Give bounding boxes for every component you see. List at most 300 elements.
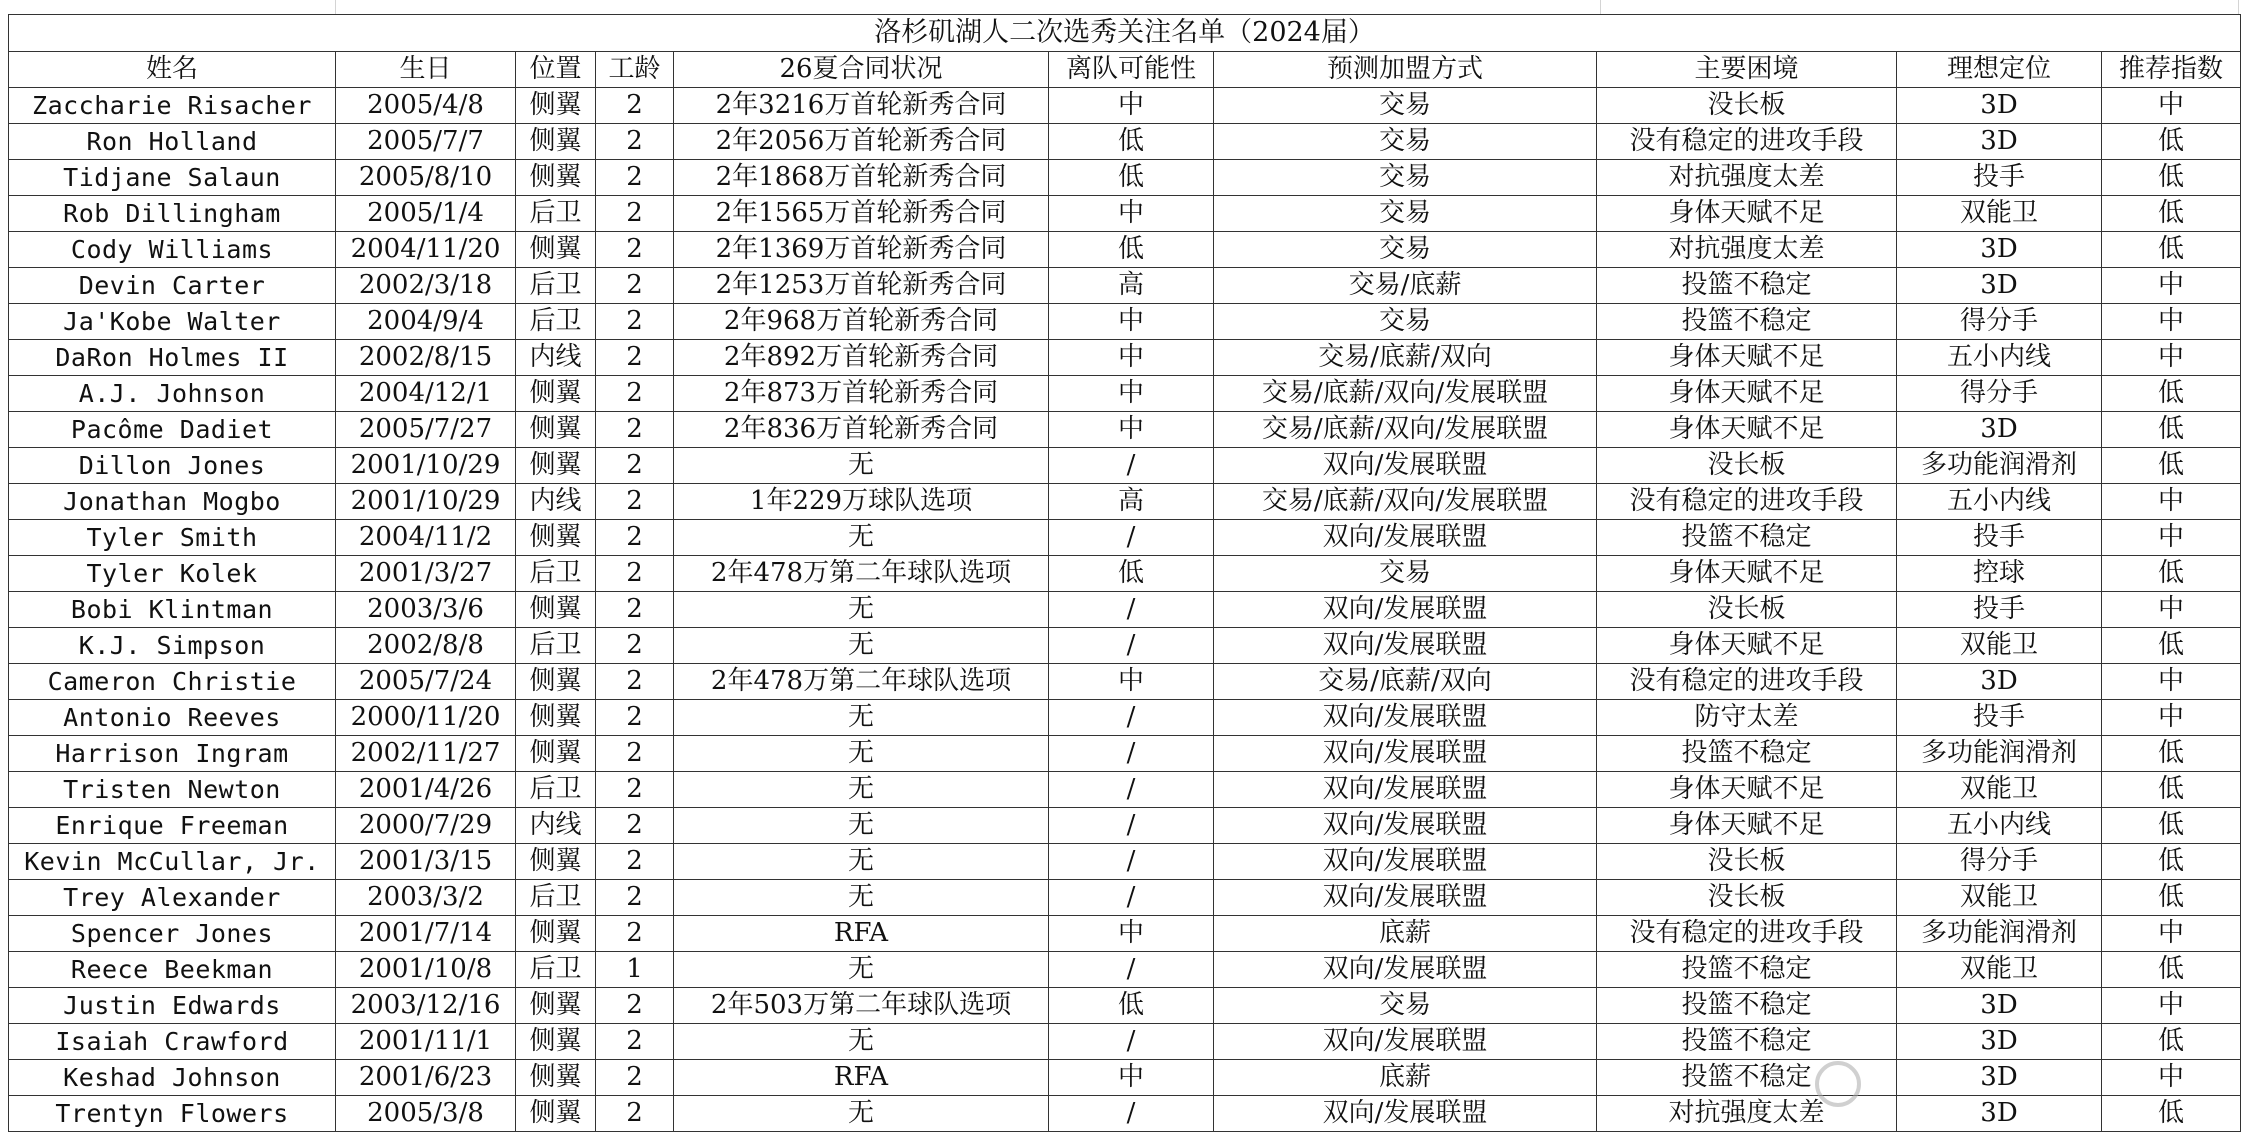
cell-contract-2026[interactable]: 2年3216万首轮新秀合同: [674, 88, 1049, 124]
cell-name[interactable]: DaRon Holmes II: [9, 340, 336, 376]
cell-recommend-index[interactable]: 低: [2102, 448, 2241, 484]
cell-main-issue[interactable]: 身体天赋不足: [1597, 628, 1897, 664]
cell-ideal-role[interactable]: 3D: [1897, 1060, 2102, 1096]
cell-name[interactable]: Dillon Jones: [9, 448, 336, 484]
cell-contract-2026[interactable]: 无: [674, 700, 1049, 736]
cell-join-method[interactable]: 双向/发展联盟: [1214, 952, 1597, 988]
cell-service-years[interactable]: 2: [596, 592, 674, 628]
cell-position[interactable]: 侧翼: [516, 1060, 596, 1096]
cell-ideal-role[interactable]: 双能卫: [1897, 196, 2102, 232]
cell-service-years[interactable]: 2: [596, 232, 674, 268]
cell-main-issue[interactable]: 没长板: [1597, 88, 1897, 124]
column-header-service-years[interactable]: 工龄: [596, 52, 674, 88]
cell-service-years[interactable]: 2: [596, 556, 674, 592]
cell-ideal-role[interactable]: 得分手: [1897, 376, 2102, 412]
cell-recommend-index[interactable]: 低: [2102, 952, 2241, 988]
cell-contract-2026[interactable]: 无: [674, 736, 1049, 772]
cell-join-method[interactable]: 交易: [1214, 124, 1597, 160]
cell-name[interactable]: Tyler Kolek: [9, 556, 336, 592]
cell-ideal-role[interactable]: 3D: [1897, 88, 2102, 124]
cell-ideal-role[interactable]: 3D: [1897, 1024, 2102, 1060]
cell-leave-likelihood[interactable]: 中: [1049, 412, 1214, 448]
cell-position[interactable]: 侧翼: [516, 700, 596, 736]
cell-recommend-index[interactable]: 中: [2102, 340, 2241, 376]
cell-service-years[interactable]: 2: [596, 160, 674, 196]
cell-contract-2026[interactable]: 无: [674, 520, 1049, 556]
cell-birthday[interactable]: 2002/11/27: [336, 736, 516, 772]
cell-leave-likelihood[interactable]: 中: [1049, 664, 1214, 700]
cell-birthday[interactable]: 2001/11/1: [336, 1024, 516, 1060]
cell-service-years[interactable]: 2: [596, 880, 674, 916]
cell-birthday[interactable]: 2004/12/1: [336, 376, 516, 412]
cell-name[interactable]: Tristen Newton: [9, 772, 336, 808]
cell-name[interactable]: Cody Williams: [9, 232, 336, 268]
cell-position[interactable]: 侧翼: [516, 160, 596, 196]
cell-position[interactable]: 后卫: [516, 268, 596, 304]
cell-recommend-index[interactable]: 中: [2102, 664, 2241, 700]
cell-service-years[interactable]: 2: [596, 736, 674, 772]
cell-position[interactable]: 侧翼: [516, 520, 596, 556]
cell-birthday[interactable]: 2001/4/26: [336, 772, 516, 808]
cell-recommend-index[interactable]: 低: [2102, 736, 2241, 772]
cell-birthday[interactable]: 2001/10/29: [336, 484, 516, 520]
column-header-contract-2026[interactable]: 26夏合同状况: [674, 52, 1049, 88]
cell-position[interactable]: 侧翼: [516, 88, 596, 124]
cell-contract-2026[interactable]: 无: [674, 1096, 1049, 1132]
cell-main-issue[interactable]: 身体天赋不足: [1597, 772, 1897, 808]
cell-recommend-index[interactable]: 低: [2102, 196, 2241, 232]
cell-name[interactable]: Tidjane Salaun: [9, 160, 336, 196]
cell-main-issue[interactable]: 没长板: [1597, 880, 1897, 916]
cell-main-issue[interactable]: 没有稳定的进攻手段: [1597, 664, 1897, 700]
cell-name[interactable]: Tyler Smith: [9, 520, 336, 556]
cell-ideal-role[interactable]: 多功能润滑剂: [1897, 736, 2102, 772]
cell-birthday[interactable]: 2001/10/29: [336, 448, 516, 484]
cell-ideal-role[interactable]: 投手: [1897, 592, 2102, 628]
cell-position[interactable]: 后卫: [516, 196, 596, 232]
cell-contract-2026[interactable]: 无: [674, 592, 1049, 628]
cell-join-method[interactable]: 双向/发展联盟: [1214, 736, 1597, 772]
cell-birthday[interactable]: 2005/1/4: [336, 196, 516, 232]
cell-main-issue[interactable]: 投篮不稳定: [1597, 736, 1897, 772]
column-header-birthday[interactable]: 生日: [336, 52, 516, 88]
cell-main-issue[interactable]: 防守太差: [1597, 700, 1897, 736]
cell-name[interactable]: Jonathan Mogbo: [9, 484, 336, 520]
cell-leave-likelihood[interactable]: 低: [1049, 988, 1214, 1024]
cell-contract-2026[interactable]: 无: [674, 628, 1049, 664]
cell-service-years[interactable]: 2: [596, 628, 674, 664]
cell-contract-2026[interactable]: 2年968万首轮新秀合同: [674, 304, 1049, 340]
cell-join-method[interactable]: 双向/发展联盟: [1214, 772, 1597, 808]
cell-position[interactable]: 后卫: [516, 772, 596, 808]
cell-name[interactable]: Devin Carter: [9, 268, 336, 304]
cell-contract-2026[interactable]: 1年229万球队选项: [674, 484, 1049, 520]
cell-ideal-role[interactable]: 双能卫: [1897, 880, 2102, 916]
cell-leave-likelihood[interactable]: /: [1049, 1024, 1214, 1060]
cell-ideal-role[interactable]: 3D: [1897, 664, 2102, 700]
cell-name[interactable]: Harrison Ingram: [9, 736, 336, 772]
cell-main-issue[interactable]: 没有稳定的进攻手段: [1597, 124, 1897, 160]
cell-service-years[interactable]: 2: [596, 988, 674, 1024]
cell-service-years[interactable]: 2: [596, 304, 674, 340]
cell-name[interactable]: Trentyn Flowers: [9, 1096, 336, 1132]
cell-join-method[interactable]: 交易/底薪/双向/发展联盟: [1214, 376, 1597, 412]
cell-main-issue[interactable]: 对抗强度太差: [1597, 1096, 1897, 1132]
cell-leave-likelihood[interactable]: /: [1049, 628, 1214, 664]
cell-leave-likelihood[interactable]: /: [1049, 772, 1214, 808]
column-header-leave-likelihood[interactable]: 离队可能性: [1049, 52, 1214, 88]
cell-birthday[interactable]: 2001/3/15: [336, 844, 516, 880]
cell-contract-2026[interactable]: 2年1565万首轮新秀合同: [674, 196, 1049, 232]
cell-contract-2026[interactable]: 2年478万第二年球队选项: [674, 556, 1049, 592]
cell-recommend-index[interactable]: 低: [2102, 376, 2241, 412]
cell-recommend-index[interactable]: 中: [2102, 304, 2241, 340]
cell-name[interactable]: Ja'Kobe Walter: [9, 304, 336, 340]
cell-join-method[interactable]: 交易: [1214, 196, 1597, 232]
cell-main-issue[interactable]: 对抗强度太差: [1597, 232, 1897, 268]
cell-recommend-index[interactable]: 低: [2102, 880, 2241, 916]
cell-birthday[interactable]: 2005/7/7: [336, 124, 516, 160]
cell-recommend-index[interactable]: 低: [2102, 628, 2241, 664]
cell-service-years[interactable]: 2: [596, 664, 674, 700]
cell-join-method[interactable]: 交易/底薪/双向/发展联盟: [1214, 484, 1597, 520]
cell-leave-likelihood[interactable]: /: [1049, 952, 1214, 988]
cell-leave-likelihood[interactable]: 低: [1049, 556, 1214, 592]
cell-ideal-role[interactable]: 3D: [1897, 124, 2102, 160]
cell-service-years[interactable]: 2: [596, 520, 674, 556]
column-header-join-method[interactable]: 预测加盟方式: [1214, 52, 1597, 88]
cell-main-issue[interactable]: 投篮不稳定: [1597, 304, 1897, 340]
cell-main-issue[interactable]: 没长板: [1597, 844, 1897, 880]
cell-name[interactable]: Ron Holland: [9, 124, 336, 160]
column-header-recommend-index[interactable]: 推荐指数: [2102, 52, 2241, 88]
cell-position[interactable]: 后卫: [516, 952, 596, 988]
cell-main-issue[interactable]: 身体天赋不足: [1597, 340, 1897, 376]
cell-position[interactable]: 内线: [516, 484, 596, 520]
cell-ideal-role[interactable]: 投手: [1897, 520, 2102, 556]
cell-service-years[interactable]: 2: [596, 88, 674, 124]
cell-join-method[interactable]: 交易: [1214, 232, 1597, 268]
cell-main-issue[interactable]: 投篮不稳定: [1597, 268, 1897, 304]
cell-leave-likelihood[interactable]: 低: [1049, 124, 1214, 160]
cell-leave-likelihood[interactable]: 高: [1049, 268, 1214, 304]
cell-join-method[interactable]: 双向/发展联盟: [1214, 592, 1597, 628]
cell-service-years[interactable]: 2: [596, 484, 674, 520]
cell-service-years[interactable]: 2: [596, 340, 674, 376]
cell-name[interactable]: Rob Dillingham: [9, 196, 336, 232]
cell-birthday[interactable]: 2001/3/27: [336, 556, 516, 592]
cell-join-method[interactable]: 双向/发展联盟: [1214, 1096, 1597, 1132]
column-header-main-issue[interactable]: 主要困境: [1597, 52, 1897, 88]
cell-ideal-role[interactable]: 五小内线: [1897, 484, 2102, 520]
cell-position[interactable]: 侧翼: [516, 988, 596, 1024]
cell-name[interactable]: Pacôme Dadiet: [9, 412, 336, 448]
cell-recommend-index[interactable]: 低: [2102, 124, 2241, 160]
cell-service-years[interactable]: 2: [596, 1024, 674, 1060]
cell-contract-2026[interactable]: 无: [674, 808, 1049, 844]
cell-position[interactable]: 侧翼: [516, 448, 596, 484]
cell-main-issue[interactable]: 身体天赋不足: [1597, 196, 1897, 232]
cell-ideal-role[interactable]: 投手: [1897, 700, 2102, 736]
cell-ideal-role[interactable]: 多功能润滑剂: [1897, 916, 2102, 952]
cell-name[interactable]: Spencer Jones: [9, 916, 336, 952]
cell-ideal-role[interactable]: 投手: [1897, 160, 2102, 196]
column-header-position[interactable]: 位置: [516, 52, 596, 88]
cell-recommend-index[interactable]: 中: [2102, 88, 2241, 124]
cell-position[interactable]: 侧翼: [516, 232, 596, 268]
cell-service-years[interactable]: 2: [596, 844, 674, 880]
cell-join-method[interactable]: 交易: [1214, 160, 1597, 196]
cell-main-issue[interactable]: 投篮不稳定: [1597, 520, 1897, 556]
cell-contract-2026[interactable]: 2年1253万首轮新秀合同: [674, 268, 1049, 304]
cell-ideal-role[interactable]: 3D: [1897, 412, 2102, 448]
cell-main-issue[interactable]: 投篮不稳定: [1597, 1060, 1897, 1096]
cell-ideal-role[interactable]: 五小内线: [1897, 340, 2102, 376]
cell-birthday[interactable]: 2001/6/23: [336, 1060, 516, 1096]
cell-service-years[interactable]: 2: [596, 124, 674, 160]
cell-birthday[interactable]: 2003/3/2: [336, 880, 516, 916]
cell-name[interactable]: Keshad Johnson: [9, 1060, 336, 1096]
cell-service-years[interactable]: 2: [596, 268, 674, 304]
cell-leave-likelihood[interactable]: /: [1049, 520, 1214, 556]
cell-ideal-role[interactable]: 双能卫: [1897, 772, 2102, 808]
cell-join-method[interactable]: 双向/发展联盟: [1214, 808, 1597, 844]
cell-service-years[interactable]: 2: [596, 196, 674, 232]
cell-recommend-index[interactable]: 中: [2102, 1060, 2241, 1096]
cell-main-issue[interactable]: 投篮不稳定: [1597, 952, 1897, 988]
cell-recommend-index[interactable]: 中: [2102, 484, 2241, 520]
cell-join-method[interactable]: 双向/发展联盟: [1214, 628, 1597, 664]
cell-service-years[interactable]: 2: [596, 1096, 674, 1132]
cell-contract-2026[interactable]: 无: [674, 844, 1049, 880]
cell-join-method[interactable]: 交易/底薪: [1214, 268, 1597, 304]
cell-birthday[interactable]: 2005/4/8: [336, 88, 516, 124]
cell-birthday[interactable]: 2005/3/8: [336, 1096, 516, 1132]
cell-recommend-index[interactable]: 低: [2102, 160, 2241, 196]
cell-contract-2026[interactable]: RFA: [674, 916, 1049, 952]
cell-recommend-index[interactable]: 低: [2102, 808, 2241, 844]
cell-main-issue[interactable]: 没有稳定的进攻手段: [1597, 916, 1897, 952]
cell-name[interactable]: Antonio Reeves: [9, 700, 336, 736]
cell-recommend-index[interactable]: 低: [2102, 232, 2241, 268]
cell-birthday[interactable]: 2003/3/6: [336, 592, 516, 628]
cell-main-issue[interactable]: 身体天赋不足: [1597, 376, 1897, 412]
cell-name[interactable]: Trey Alexander: [9, 880, 336, 916]
cell-service-years[interactable]: 2: [596, 376, 674, 412]
cell-main-issue[interactable]: 身体天赋不足: [1597, 412, 1897, 448]
cell-recommend-index[interactable]: 低: [2102, 844, 2241, 880]
cell-position[interactable]: 侧翼: [516, 412, 596, 448]
cell-join-method[interactable]: 交易: [1214, 88, 1597, 124]
cell-join-method[interactable]: 底薪: [1214, 1060, 1597, 1096]
cell-contract-2026[interactable]: 2年1369万首轮新秀合同: [674, 232, 1049, 268]
cell-position[interactable]: 内线: [516, 340, 596, 376]
cell-main-issue[interactable]: 投篮不稳定: [1597, 988, 1897, 1024]
cell-name[interactable]: Kevin McCullar, Jr.: [9, 844, 336, 880]
cell-recommend-index[interactable]: 中: [2102, 520, 2241, 556]
cell-name[interactable]: K.J. Simpson: [9, 628, 336, 664]
cell-service-years[interactable]: 2: [596, 1060, 674, 1096]
cell-join-method[interactable]: 双向/发展联盟: [1214, 520, 1597, 556]
cell-birthday[interactable]: 2001/10/8: [336, 952, 516, 988]
cell-birthday[interactable]: 2002/3/18: [336, 268, 516, 304]
cell-position[interactable]: 侧翼: [516, 736, 596, 772]
cell-birthday[interactable]: 2002/8/8: [336, 628, 516, 664]
cell-service-years[interactable]: 2: [596, 700, 674, 736]
cell-join-method[interactable]: 双向/发展联盟: [1214, 1024, 1597, 1060]
cell-recommend-index[interactable]: 低: [2102, 412, 2241, 448]
cell-leave-likelihood[interactable]: /: [1049, 592, 1214, 628]
cell-recommend-index[interactable]: 中: [2102, 988, 2241, 1024]
cell-position[interactable]: 侧翼: [516, 916, 596, 952]
sheet-title[interactable]: 洛杉矶湖人二次选秀关注名单（2024届）: [9, 15, 2241, 52]
cell-leave-likelihood[interactable]: 低: [1049, 160, 1214, 196]
cell-birthday[interactable]: 2000/11/20: [336, 700, 516, 736]
column-header-name[interactable]: 姓名: [9, 52, 336, 88]
cell-leave-likelihood[interactable]: 中: [1049, 1060, 1214, 1096]
cell-birthday[interactable]: 2001/7/14: [336, 916, 516, 952]
cell-join-method[interactable]: 交易: [1214, 556, 1597, 592]
cell-ideal-role[interactable]: 五小内线: [1897, 808, 2102, 844]
cell-join-method[interactable]: 交易: [1214, 988, 1597, 1024]
cell-birthday[interactable]: 2000/7/29: [336, 808, 516, 844]
cell-join-method[interactable]: 双向/发展联盟: [1214, 844, 1597, 880]
cell-position[interactable]: 后卫: [516, 880, 596, 916]
cell-birthday[interactable]: 2005/7/27: [336, 412, 516, 448]
cell-ideal-role[interactable]: 得分手: [1897, 844, 2102, 880]
cell-contract-2026[interactable]: 2年892万首轮新秀合同: [674, 340, 1049, 376]
cell-main-issue[interactable]: 没长板: [1597, 592, 1897, 628]
cell-contract-2026[interactable]: 无: [674, 772, 1049, 808]
cell-leave-likelihood[interactable]: /: [1049, 448, 1214, 484]
cell-birthday[interactable]: 2004/11/2: [336, 520, 516, 556]
cell-join-method[interactable]: 双向/发展联盟: [1214, 880, 1597, 916]
cell-contract-2026[interactable]: 2年1868万首轮新秀合同: [674, 160, 1049, 196]
cell-leave-likelihood[interactable]: 中: [1049, 196, 1214, 232]
cell-join-method[interactable]: 底薪: [1214, 916, 1597, 952]
cell-leave-likelihood[interactable]: /: [1049, 736, 1214, 772]
cell-main-issue[interactable]: 投篮不稳定: [1597, 1024, 1897, 1060]
cell-contract-2026[interactable]: 无: [674, 1024, 1049, 1060]
cell-ideal-role[interactable]: 3D: [1897, 232, 2102, 268]
cell-ideal-role[interactable]: 双能卫: [1897, 628, 2102, 664]
cell-position[interactable]: 侧翼: [516, 844, 596, 880]
cell-main-issue[interactable]: 没长板: [1597, 448, 1897, 484]
cell-position[interactable]: 后卫: [516, 628, 596, 664]
cell-recommend-index[interactable]: 中: [2102, 268, 2241, 304]
cell-contract-2026[interactable]: RFA: [674, 1060, 1049, 1096]
cell-service-years[interactable]: 2: [596, 448, 674, 484]
cell-leave-likelihood[interactable]: 高: [1049, 484, 1214, 520]
cell-leave-likelihood[interactable]: /: [1049, 1096, 1214, 1132]
cell-contract-2026[interactable]: 无: [674, 952, 1049, 988]
cell-ideal-role[interactable]: 得分手: [1897, 304, 2102, 340]
cell-ideal-role[interactable]: 3D: [1897, 988, 2102, 1024]
cell-birthday[interactable]: 2005/7/24: [336, 664, 516, 700]
cell-name[interactable]: Isaiah Crawford: [9, 1024, 336, 1060]
cell-contract-2026[interactable]: 2年836万首轮新秀合同: [674, 412, 1049, 448]
cell-recommend-index[interactable]: 低: [2102, 1024, 2241, 1060]
cell-leave-likelihood[interactable]: 中: [1049, 340, 1214, 376]
cell-main-issue[interactable]: 身体天赋不足: [1597, 556, 1897, 592]
cell-ideal-role[interactable]: 3D: [1897, 1096, 2102, 1132]
cell-main-issue[interactable]: 身体天赋不足: [1597, 808, 1897, 844]
cell-contract-2026[interactable]: 无: [674, 448, 1049, 484]
cell-leave-likelihood[interactable]: /: [1049, 700, 1214, 736]
cell-service-years[interactable]: 1: [596, 952, 674, 988]
cell-leave-likelihood[interactable]: 中: [1049, 376, 1214, 412]
cell-service-years[interactable]: 2: [596, 808, 674, 844]
cell-recommend-index[interactable]: 低: [2102, 556, 2241, 592]
cell-position[interactable]: 侧翼: [516, 664, 596, 700]
cell-recommend-index[interactable]: 低: [2102, 1096, 2241, 1132]
cell-contract-2026[interactable]: 2年2056万首轮新秀合同: [674, 124, 1049, 160]
cell-recommend-index[interactable]: 低: [2102, 772, 2241, 808]
cell-birthday[interactable]: 2005/8/10: [336, 160, 516, 196]
cell-join-method[interactable]: 交易/底薪/双向/发展联盟: [1214, 412, 1597, 448]
cell-name[interactable]: Reece Beekman: [9, 952, 336, 988]
cell-position[interactable]: 侧翼: [516, 124, 596, 160]
cell-ideal-role[interactable]: 多功能润滑剂: [1897, 448, 2102, 484]
cell-service-years[interactable]: 2: [596, 772, 674, 808]
cell-recommend-index[interactable]: 中: [2102, 700, 2241, 736]
cell-contract-2026[interactable]: 2年873万首轮新秀合同: [674, 376, 1049, 412]
cell-birthday[interactable]: 2003/12/16: [336, 988, 516, 1024]
cell-leave-likelihood[interactable]: 中: [1049, 916, 1214, 952]
cell-name[interactable]: Justin Edwards: [9, 988, 336, 1024]
cell-position[interactable]: 侧翼: [516, 1024, 596, 1060]
cell-contract-2026[interactable]: 2年478万第二年球队选项: [674, 664, 1049, 700]
cell-birthday[interactable]: 2004/9/4: [336, 304, 516, 340]
cell-name[interactable]: A.J. Johnson: [9, 376, 336, 412]
cell-position[interactable]: 侧翼: [516, 1096, 596, 1132]
cell-name[interactable]: Bobi Klintman: [9, 592, 336, 628]
cell-ideal-role[interactable]: 3D: [1897, 268, 2102, 304]
cell-leave-likelihood[interactable]: /: [1049, 880, 1214, 916]
cell-name[interactable]: Enrique Freeman: [9, 808, 336, 844]
cell-position[interactable]: 后卫: [516, 556, 596, 592]
column-header-ideal-role[interactable]: 理想定位: [1897, 52, 2102, 88]
cell-main-issue[interactable]: 没有稳定的进攻手段: [1597, 484, 1897, 520]
cell-position[interactable]: 内线: [516, 808, 596, 844]
cell-leave-likelihood[interactable]: 低: [1049, 232, 1214, 268]
cell-leave-likelihood[interactable]: 中: [1049, 88, 1214, 124]
cell-join-method[interactable]: 双向/发展联盟: [1214, 448, 1597, 484]
cell-position[interactable]: 侧翼: [516, 592, 596, 628]
cell-name[interactable]: Cameron Christie: [9, 664, 336, 700]
cell-join-method[interactable]: 交易/底薪/双向: [1214, 340, 1597, 376]
cell-join-method[interactable]: 双向/发展联盟: [1214, 700, 1597, 736]
cell-join-method[interactable]: 交易/底薪/双向: [1214, 664, 1597, 700]
cell-recommend-index[interactable]: 中: [2102, 592, 2241, 628]
cell-birthday[interactable]: 2002/8/15: [336, 340, 516, 376]
cell-leave-likelihood[interactable]: /: [1049, 844, 1214, 880]
cell-ideal-role[interactable]: 控球: [1897, 556, 2102, 592]
cell-position[interactable]: 后卫: [516, 304, 596, 340]
cell-contract-2026[interactable]: 2年503万第二年球队选项: [674, 988, 1049, 1024]
cell-leave-likelihood[interactable]: /: [1049, 808, 1214, 844]
cell-join-method[interactable]: 交易: [1214, 304, 1597, 340]
cell-position[interactable]: 侧翼: [516, 376, 596, 412]
cell-contract-2026[interactable]: 无: [674, 880, 1049, 916]
cell-service-years[interactable]: 2: [596, 412, 674, 448]
cell-main-issue[interactable]: 对抗强度太差: [1597, 160, 1897, 196]
cell-name[interactable]: Zaccharie Risacher: [9, 88, 336, 124]
cell-leave-likelihood[interactable]: 中: [1049, 304, 1214, 340]
cell-recommend-index[interactable]: 中: [2102, 916, 2241, 952]
cell-birthday[interactable]: 2004/11/20: [336, 232, 516, 268]
cell-service-years[interactable]: 2: [596, 916, 674, 952]
